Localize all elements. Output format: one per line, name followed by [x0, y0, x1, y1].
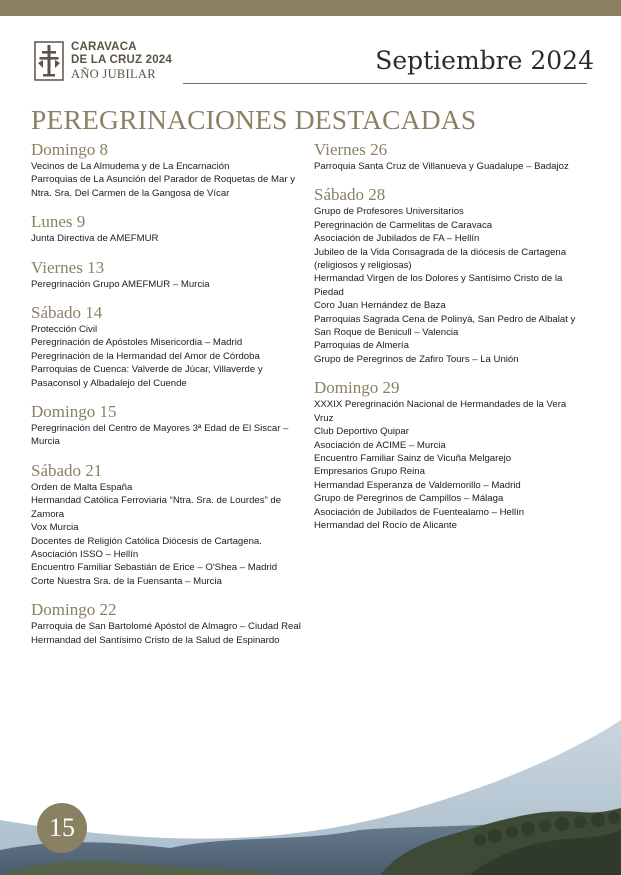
- pilgrimage-entry: Parroquias de Cuenca: Valverde de Júcar, Villaverde y Pasaconsol y Albadalejo del Cuende: [31, 364, 263, 389]
- pilgrimage-entry: Hermandad Esperanza de Valdemorillo – Madrid: [314, 479, 521, 491]
- pilgrimage-entry: Peregrinación de Carmelitas de Caravaca: [314, 219, 493, 231]
- day-block: [31, 403, 307, 449]
- pilgrimage-entry: Orden de Malta España: [31, 481, 133, 493]
- pilgrimage-entry: Empresarios Grupo Reina: [314, 466, 425, 478]
- pilgrimage-entry: Hermandad del Santísimo Cristo de la Salud de Espinardo: [31, 634, 280, 646]
- pilgrimage-entry: Peregrinación Grupo AMEFMUR – Murcia: [31, 278, 210, 290]
- day-block: [31, 601, 307, 647]
- logo-line-3: AÑO JUBILAR: [71, 67, 156, 81]
- pilgrimage-entry: Vox Murcia: [31, 522, 79, 534]
- pilgrimage-entry: Junta Directiva de AMEFMUR: [31, 233, 159, 245]
- pilgrimage-entry: Parroquias de La Asunción del Parador de Roquetas de Mar y Ntra. Sra. Del Carmen de la Gangosa de Vícar: [31, 174, 295, 199]
- day-title: Domingo 29: [314, 378, 400, 398]
- pilgrimage-entry: Grupo de Profesores Universitarios: [314, 206, 464, 218]
- day-title: Viernes 26: [314, 140, 388, 159]
- pilgrimage-entry: Parroquia Santa Cruz de Villanueva y Guadalupe – Badajoz: [314, 161, 569, 172]
- pilgrimage-entry: Peregrinación de la Hermandad del Amor de Córdoba: [31, 350, 260, 362]
- pilgrimage-entry: Parroquias de Almería: [314, 340, 409, 352]
- pilgrimage-entry: Club Deportivo Quipar: [314, 426, 409, 438]
- pilgrimage-entry: Grupo de Peregrinos de Campillos – Málaga: [314, 493, 504, 505]
- day-title: Sábado 14: [31, 303, 103, 323]
- top-accent-bar: [0, 0, 621, 16]
- day-title: Domingo 15: [31, 402, 117, 422]
- pilgrimage-entry: Peregrinación del Centro de Mayores 3ª Edad de El Siscar – Murcia: [31, 423, 289, 448]
- logo-line-1: CARAVACA: [71, 41, 137, 53]
- pilgrimage-entry: Coro Juan Hernández de Baza: [314, 300, 446, 312]
- section-title: PEREGRINACIONES DESTACADAS: [31, 104, 477, 135]
- day-block: [31, 462, 307, 588]
- pilgrimage-entry: Hermandad Católica Ferroviaria “Ntra. Sra. de Lourdes” de Zamora: [31, 495, 282, 520]
- logo-text: [71, 41, 172, 81]
- pilgrimage-entry: Hermandad Virgen de los Dolores y Santísimo Cristo de la Piedad: [314, 273, 563, 298]
- pilgrimage-entry: Vecinos de La Almudema y de La Encarnación: [31, 161, 230, 172]
- day-title: Viernes 13: [31, 257, 105, 277]
- pilgrimage-entry: Parroquias Sagrada Cena de Polinyà, San Pedro de Albalat y San Roque de Benicull – Valencia: [314, 313, 576, 339]
- pilgrimage-entry: Corte Nuestra Sra. de la Fuensanta – Murcia: [31, 575, 222, 587]
- day-title: Lunes 9: [31, 212, 86, 232]
- caravaca-cross-icon: [34, 41, 64, 81]
- day-title: Sábado 21: [31, 460, 103, 480]
- caravaca-logo: [34, 41, 184, 83]
- pilgrimage-entry: Asociación de ACIME – Murcia: [314, 439, 446, 451]
- day-block: [31, 259, 307, 291]
- pilgrimage-entry: Encuentro Familiar Sebastián de Erice – O'Shea – Madrid: [31, 562, 278, 574]
- day-block: [314, 141, 588, 173]
- day-block: [314, 379, 588, 532]
- left-column: [31, 141, 307, 660]
- logo-line-2: DE LA CRUZ 2024: [71, 54, 172, 66]
- pilgrimage-entry: Asociación ISSO – Hellín: [31, 548, 139, 560]
- pilgrimage-entry: XXXIX Peregrinación Nacional de Hermandades de la Vera Vruz: [314, 399, 567, 424]
- day-block: [31, 213, 307, 245]
- landscape-illustration: [0, 700, 621, 875]
- pilgrimage-entry: Grupo de Peregrinos de Zafiro Tours – La Unión: [314, 353, 519, 365]
- pilgrimage-entry: Peregrinación de Apóstoles Misericordia – Madrid: [31, 337, 243, 349]
- day-title: Sábado 28: [314, 185, 386, 205]
- pilgrimage-entry: Encuentro Familiar Sainz de Vicuña Melgarejo: [314, 452, 512, 464]
- day-title: Domingo 8: [31, 140, 108, 159]
- day-block: [31, 141, 307, 200]
- day-block: [314, 186, 588, 366]
- pilgrimage-entry: Hermandad del Rocío de Alicante: [314, 519, 457, 531]
- pilgrimage-entry: Jubileo de la Vida Consagrada de la diócesis de Cartagena (religiosos y religiosas): [314, 246, 567, 272]
- day-title: Domingo 22: [31, 600, 117, 620]
- header-divider: [183, 83, 587, 84]
- pilgrimage-entry: Asociación de Jubilados de Fuentealamo – Hellín: [314, 506, 525, 518]
- pilgrimage-entry: Asociación de Jubilados de FA – Hellín: [314, 233, 480, 245]
- day-block: [31, 304, 307, 390]
- pilgrimage-entry: Protección Civil: [31, 324, 98, 336]
- right-column: [314, 141, 588, 545]
- pilgrimage-entry: Parroquia de San Bartolomé Apóstol de Almagro – Ciudad Real: [31, 621, 301, 633]
- page-number-badge: 15: [37, 803, 87, 853]
- month-title: Septiembre 2024: [375, 46, 594, 75]
- pilgrimage-entry: Docentes de Religión Católica Diócesis de Cartagena.: [31, 535, 262, 547]
